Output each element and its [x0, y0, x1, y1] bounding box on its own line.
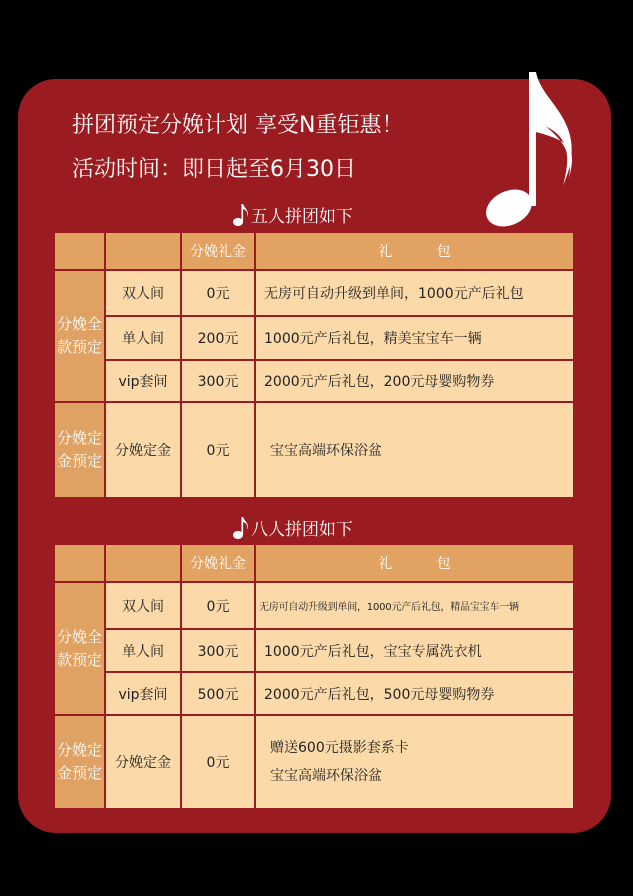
gift-package: 1000元产后礼包，精美宝宝车一辆 [256, 317, 573, 359]
gift-package: 无房可自动升级到单间，1000元产后礼包，精品宝宝车一辆 [256, 583, 573, 628]
table-row [55, 673, 573, 714]
table-row [55, 361, 573, 401]
table-row [55, 403, 573, 497]
gift-line: 赠送600元摄影套系卡 [270, 740, 409, 756]
table-header-row [55, 545, 573, 581]
header-package: 礼 包 [256, 545, 573, 581]
table-row [55, 583, 573, 628]
gift-package: 无房可自动升级到单间，1000元产后礼包 [256, 271, 573, 315]
deposit-label: 分娩定金预定 [55, 403, 104, 497]
table-row [55, 716, 573, 808]
header-blank-cell [55, 545, 104, 581]
music-note-icon [485, 70, 580, 230]
header-blank-cell [106, 545, 180, 581]
table-row [55, 271, 573, 315]
eight-group-title [233, 515, 353, 540]
header-gift-money: 分娩礼金 [182, 545, 254, 581]
five-group-title-text: 五人拼团如下 [251, 207, 353, 227]
gift-money: 500元 [182, 673, 254, 714]
five-group-table [53, 231, 575, 499]
room-type: 分娩定金 [106, 403, 180, 497]
header-blank-cell [55, 233, 104, 269]
music-note-icon [233, 203, 249, 227]
gift-money: 0元 [182, 403, 254, 497]
header-blank-cell [106, 233, 180, 269]
eight-group-table [53, 543, 575, 810]
gift-line: 宝宝高端环保浴盆 [270, 768, 382, 784]
gift-money: 300元 [182, 630, 254, 671]
room-type: 单人间 [106, 630, 180, 671]
gift-package: 宝宝高端环保浴盆 [256, 403, 573, 497]
gift-package: 2000元产后礼包，200元母婴购物券 [256, 361, 573, 401]
five-group-title [233, 202, 353, 227]
headline-date: 活动时间：即日起至6月30日 [72, 157, 356, 182]
gift-package: 1000元产后礼包，宝宝专属洗衣机 [256, 630, 573, 671]
gift-package [256, 716, 573, 808]
header-gift-money: 分娩礼金 [182, 233, 254, 269]
full-payment-label: 分娩全款预定 [55, 271, 104, 401]
header-package: 礼 包 [256, 233, 573, 269]
room-type: vip套间 [106, 361, 180, 401]
gift-money: 0元 [182, 583, 254, 628]
room-type: 分娩定金 [106, 716, 180, 808]
gift-money: 0元 [182, 716, 254, 808]
table-header-row [55, 233, 573, 269]
gift-money: 200元 [182, 317, 254, 359]
music-note-icon [233, 516, 249, 540]
gift-money: 0元 [182, 271, 254, 315]
room-type: 双人间 [106, 583, 180, 628]
table-row [55, 630, 573, 671]
eight-group-title-text: 八人拼团如下 [251, 520, 353, 540]
headline-title: 拼团预定分娩计划 享受N重钜惠！ [72, 113, 404, 138]
gift-money: 300元 [182, 361, 254, 401]
table-row [55, 317, 573, 359]
deposit-label: 分娩定金预定 [55, 716, 104, 808]
room-type: 单人间 [106, 317, 180, 359]
room-type: vip套间 [106, 673, 180, 714]
full-payment-label: 分娩全款预定 [55, 583, 104, 714]
room-type: 双人间 [106, 271, 180, 315]
gift-package: 2000元产后礼包，500元母婴购物券 [256, 673, 573, 714]
